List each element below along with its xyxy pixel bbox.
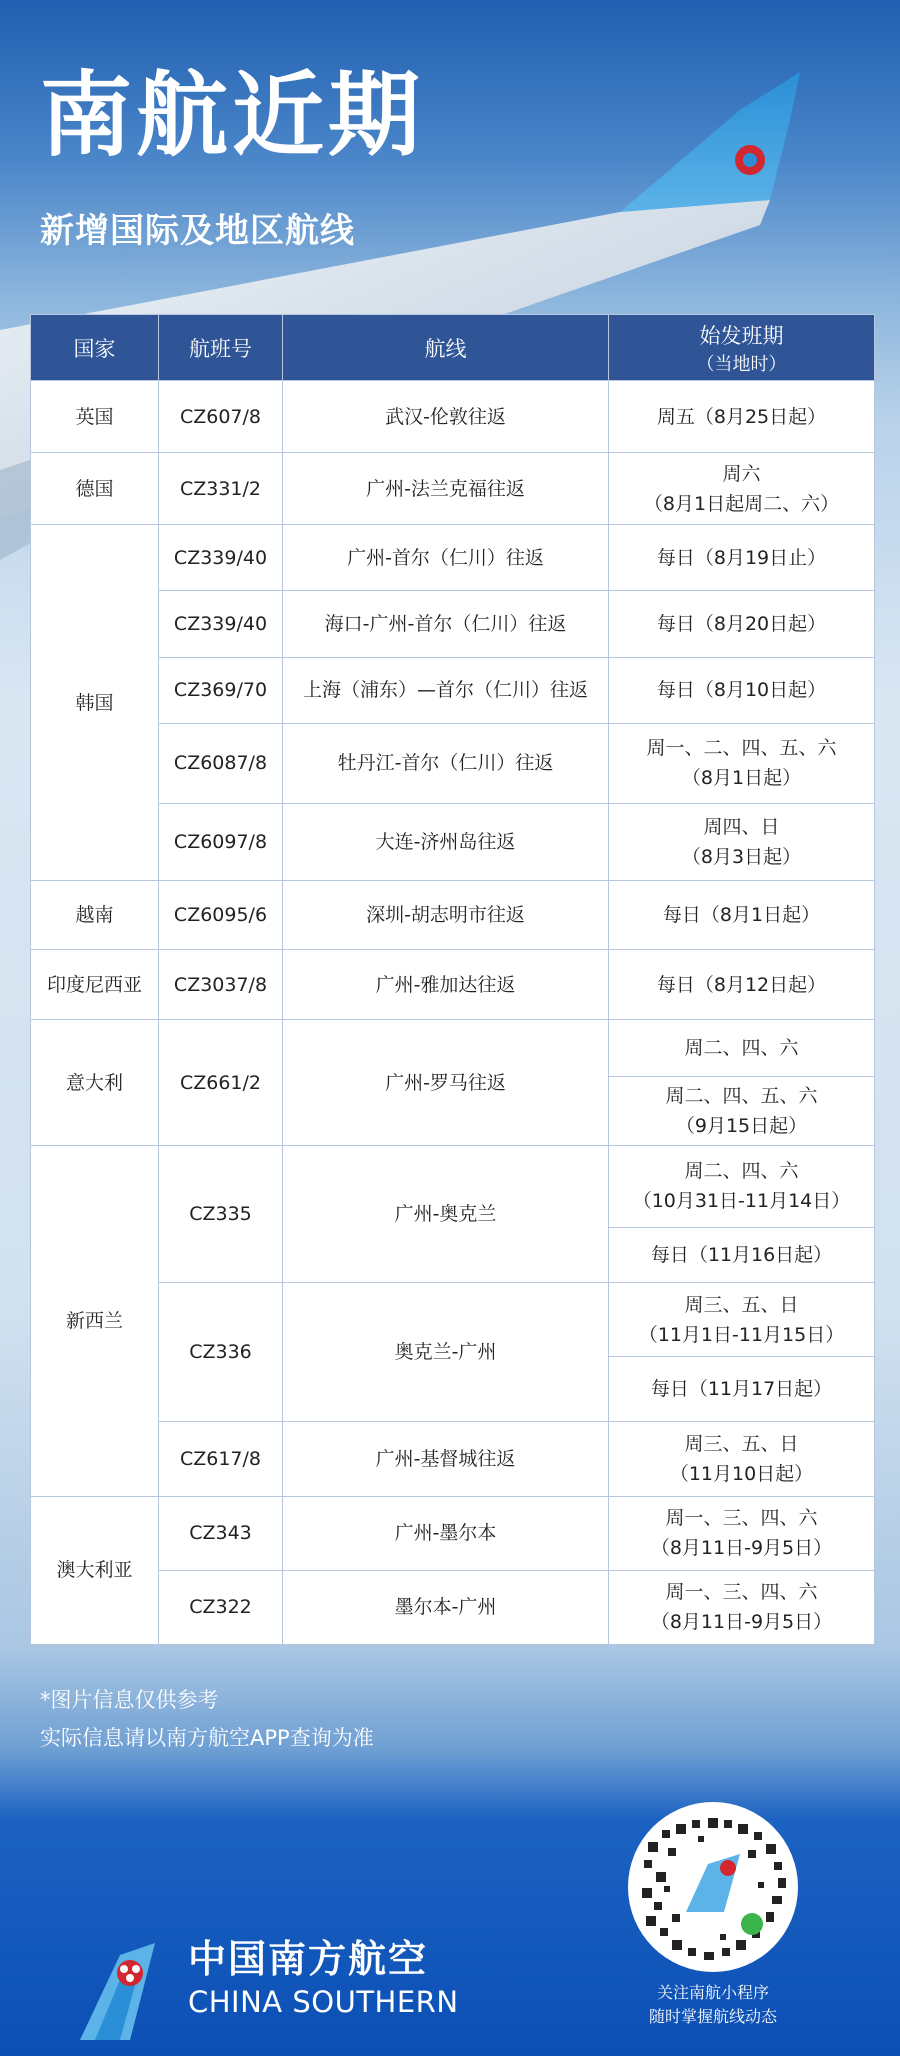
- schedule-cell: 周三、五、日 （11月1日-11月15日）: [609, 1283, 875, 1357]
- country-cell: 印度尼西亚: [31, 950, 159, 1020]
- schedule-cell: 每日（8月1日起）: [609, 881, 875, 950]
- schedule-cell: 周一、二、四、五、六 （8月1日起）: [609, 723, 875, 803]
- schedule-cell: 每日（8月20日起）: [609, 591, 875, 657]
- flight-cell: CZ331/2: [159, 453, 283, 525]
- table-row: [31, 1020, 875, 1076]
- schedule-cell: 周二、四、六 （10月31日-11月14日）: [609, 1145, 875, 1227]
- schedule-cell: 周二、四、五、六 （9月15日起）: [609, 1076, 875, 1145]
- route-cell: 广州-奥克兰: [283, 1145, 609, 1282]
- country-cell: 新西兰: [31, 1145, 159, 1496]
- table-row: [31, 1145, 875, 1227]
- flight-cell: CZ6095/6: [159, 881, 283, 950]
- table-row: [31, 381, 875, 453]
- route-cell: 广州-首尔（仁川）往返: [283, 525, 609, 591]
- brand-name-en: CHINA SOUTHERN: [188, 1985, 459, 2019]
- brand-name-cn: 中国南方航空: [188, 1937, 429, 1981]
- col-route: 航线: [283, 315, 609, 381]
- schedule-cell: 每日（11月16日起）: [609, 1227, 875, 1282]
- flight-cell: CZ335: [159, 1145, 283, 1282]
- route-cell: 广州-罗马往返: [283, 1020, 609, 1145]
- country-cell: 意大利: [31, 1020, 159, 1145]
- mini-program-qr-code[interactable]: [628, 1802, 798, 1972]
- china-southern-logo-icon: [60, 1935, 170, 2045]
- table-row: [31, 525, 875, 591]
- flight-table: [30, 314, 875, 1645]
- table-row: [31, 453, 875, 525]
- route-cell: 广州-法兰克福往返: [283, 453, 609, 525]
- route-cell: 广州-基督城往返: [283, 1422, 609, 1496]
- col-country: 国家: [31, 315, 159, 381]
- flight-cell: CZ339/40: [159, 591, 283, 657]
- flight-cell: CZ6087/8: [159, 723, 283, 803]
- schedule-cell: 每日（8月19日止）: [609, 525, 875, 591]
- route-cell: 奥克兰-广州: [283, 1283, 609, 1422]
- qr-caption: 关注南航小程序: [656, 1983, 769, 2002]
- country-cell: 德国: [31, 453, 159, 525]
- disclaimer-note: *图片信息仅供参考: [40, 1688, 219, 1712]
- col-schedule: 始发班期 （当地时）: [609, 315, 875, 381]
- route-cell: 深圳-胡志明市往返: [283, 881, 609, 950]
- route-cell: 牡丹江-首尔（仁川）往返: [283, 723, 609, 803]
- schedule-cell: 每日（8月12日起）: [609, 950, 875, 1020]
- route-cell: 大连-济州岛往返: [283, 803, 609, 880]
- schedule-cell: 每日（11月17日起）: [609, 1357, 875, 1422]
- table-row: [31, 1496, 875, 1570]
- qr-caption-sub: 随时掌握航线动态: [648, 2007, 777, 2026]
- flight-cell: CZ617/8: [159, 1422, 283, 1496]
- schedule-cell: 周四、日 （8月3日起）: [609, 803, 875, 880]
- route-cell: 广州-雅加达往返: [283, 950, 609, 1020]
- table-row: [31, 881, 875, 950]
- wingtip-logo-icon: [735, 145, 765, 175]
- route-cell: 墨尔本-广州: [283, 1570, 609, 1644]
- schedule-cell: 周一、三、四、六 （8月11日-9月5日）: [609, 1570, 875, 1644]
- schedule-cell: 周五（8月25日起）: [609, 381, 875, 453]
- flight-cell: CZ343: [159, 1496, 283, 1570]
- flight-cell: CZ3037/8: [159, 950, 283, 1020]
- flight-cell: CZ322: [159, 1570, 283, 1644]
- schedule-cell: 每日（8月10日起）: [609, 657, 875, 723]
- country-cell: 英国: [31, 381, 159, 453]
- disclaimer-note-app: 实际信息请以南方航空APP查询为准: [40, 1726, 374, 1750]
- table-row: [31, 950, 875, 1020]
- flight-cell: CZ336: [159, 1283, 283, 1422]
- route-cell: 海口-广州-首尔（仁川）往返: [283, 591, 609, 657]
- route-cell: 广州-墨尔本: [283, 1496, 609, 1570]
- schedule-cell: 周一、三、四、六 （8月11日-9月5日）: [609, 1496, 875, 1570]
- table-header: [31, 315, 875, 381]
- flight-cell: CZ6097/8: [159, 803, 283, 880]
- flight-cell: CZ369/70: [159, 657, 283, 723]
- page-title: 南航近期: [40, 62, 425, 169]
- flight-cell: CZ339/40: [159, 525, 283, 591]
- schedule-cell: 周三、五、日 （11月10日起）: [609, 1422, 875, 1496]
- country-cell: 越南: [31, 881, 159, 950]
- schedule-cell: 周六 （8月1日起周二、六）: [609, 453, 875, 525]
- page-subtitle: 新增国际及地区航线: [40, 211, 355, 251]
- route-cell: 上海（浦东）—首尔（仁川）往返: [283, 657, 609, 723]
- flight-cell: CZ661/2: [159, 1020, 283, 1145]
- route-cell: 武汉-伦敦往返: [283, 381, 609, 453]
- country-cell: 韩国: [31, 525, 159, 881]
- col-flight: 航班号: [159, 315, 283, 381]
- flight-cell: CZ607/8: [159, 381, 283, 453]
- country-cell: 澳大利亚: [31, 1496, 159, 1644]
- qr-pattern: [628, 1802, 798, 1972]
- schedule-cell: 周二、四、六: [609, 1020, 875, 1076]
